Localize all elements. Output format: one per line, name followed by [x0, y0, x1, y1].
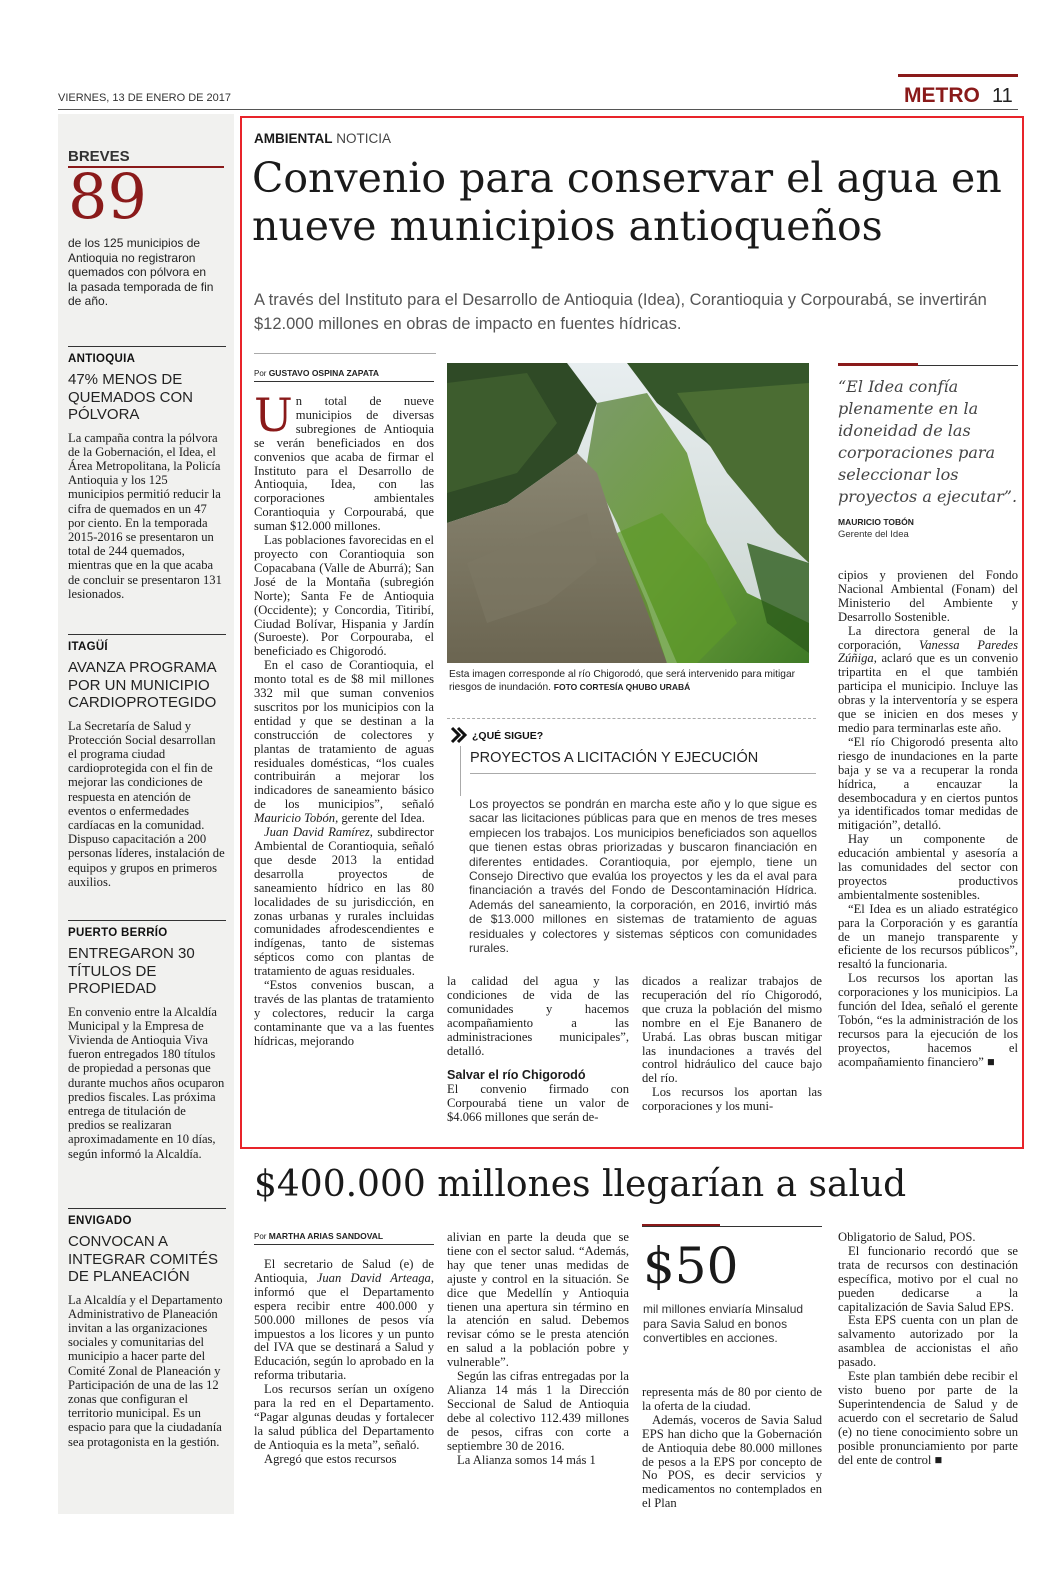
- article-column-3: [642, 975, 822, 1114]
- sidebar-divider: [68, 920, 226, 921]
- sidebar-item-headline: AVANZA PROGRAMA POR UN MUNICIPIO CARDIOPROTEGIDO: [68, 659, 217, 711]
- sidebar-item-text: La campaña contra la pólvora de la Gobernación, el Idea, el Área Metropolitana, la Policía Antioquia y los 125 municipios permitió reducir la cifra de quemados en un 47 por ciento. En la temporada 2015-2016 se presentaron un total de 244 quemados, mientras que en la que acaba de concluir se presentaron 131 lesionados.: [68, 430, 222, 601]
- section-name: METRO: [904, 84, 980, 107]
- lead-rule: [254, 353, 436, 354]
- sidebar-item-headline: 47% MENOS DE QUEMADOS CON PÓLVORA: [68, 371, 194, 423]
- byline-author: MARTHA ARIAS SANDOVAL: [268, 1231, 384, 1241]
- photo-credit: FOTO CORTESÍA QHUBO URABÁ: [553, 682, 691, 692]
- kicker-type: NOTICIA: [336, 131, 392, 146]
- column-paragraph: El funcionario recordó que se trata de recursos con destinación específica, motivo por el cual no pueden dedicarse a la capitalización de Savia Salud EPS.: [838, 1243, 1018, 1314]
- next-steps-vertical-rule: [460, 746, 461, 796]
- article-title: Convenio para conservar el agua en nueve municipios antioqueños: [252, 154, 1002, 250]
- sidebar-item-envigado: [68, 1208, 226, 1449]
- sidebar-item-text: La Alcaldía y el Departamento Administrativo de Planeación invitan a las organizaciones sociales y comunitarias del municipio a hacer parte del Comité Zonal de Planeación y Participación de una de las 12 zonas que configuran el territorio municipal. Es un espacio para que la ciudadanía sea protagonista en la gestión.: [68, 1292, 223, 1449]
- column-paragraph: dicados a realizar trabajos de recuperación del río Chigorodó, que cruza la población del mismo nombre en el Eje Bananero de Urabá. Las obras buscan mitigar las inundaciones a través del control hidráulico del cauce bajo del río.: [642, 974, 822, 1086]
- river-photo: [447, 363, 809, 663]
- article-subhead: Salvar el río Chigorodó: [447, 1068, 586, 1083]
- sidebar-divider: [68, 1208, 226, 1209]
- big-number-text: de los 125 municipios de Antioquia no registraron quemados con pólvora en la pasada temporada de fin de año.: [68, 236, 214, 308]
- drop-cap: U: [254, 388, 293, 442]
- sidebar-divider: [68, 634, 226, 635]
- breves-label: BREVES: [68, 148, 130, 165]
- big-figure: $50: [643, 1237, 739, 1295]
- second-article-column-1: [254, 1258, 434, 1467]
- next-steps-icon: [450, 726, 468, 744]
- byline-rule: [254, 381, 434, 382]
- sidebar-item-puerto-berrio: [68, 920, 226, 1161]
- river-photo-image: [447, 363, 809, 663]
- quote-role: Gerente del Idea: [838, 529, 909, 540]
- sidebar-item-place: ENVIGADO: [68, 1215, 132, 1227]
- quote-author: MAURICIO TOBÓN: [838, 517, 914, 527]
- article-column-2: [447, 975, 629, 1125]
- column-paragraph: El secretario de Salud (e) de Antioquia, Juan David Arteaga, informó que el Departamento espera recibir entre 400.000 y 500.000 millones de pesos vía impuestos a los licores y un punto del IVA que se destinará a Salud y Educación, según lo aprobado en la reforma tributaria.: [254, 1257, 434, 1383]
- article-byline: [254, 368, 379, 378]
- column-paragraph: representa más de 80 por ciento de la oferta de la ciudad.: [642, 1385, 822, 1413]
- next-steps-label: ¿QUÉ SIGUE?: [472, 730, 544, 742]
- big-number: 89: [68, 160, 147, 233]
- header-bottom-rule: [58, 109, 1018, 110]
- next-steps-text: Los proyectos se pondrán en marcha este año y lo que sigue es sacar las licitaciones públicas para que en menos de tres meses empiecen los trabajos. Los municipios beneficiados son aquellos que tienen estas obras priorizadas y buscaron financiación en diferentes entidades. Corantioquia, por ejemplo, tiene un Consejo Directivo que evalúa los proyectos y les da el aval para financiación a través del Fondo de Descontaminación Hídrica. Además del saneamiento, la corporación, en 2016, invirtió más de $13.000 millones en sistemas de tratamiento de aguas residuales y colectores y sistemas sépticos con comunidades rurales.: [469, 797, 817, 956]
- column-paragraph: Las poblaciones favorecidas en el proyecto con Corantioquia son Copacabana (Valle de Aburrá); San José de la Montaña (subregión Norte); Santa Fe de Antioquia (Occidente); y Concordia, Titiribí, Ciudad Bolívar, Hispania y Jardín (Suroeste). Por Corpouraba, el beneficiado es Chigorodó.: [254, 533, 434, 659]
- next-steps-title: PROYECTOS A LICITACIÓN Y EJECUCIÓN: [470, 750, 759, 766]
- sidebar-item-antioquia: [68, 346, 226, 601]
- next-steps-title-rule: [470, 773, 816, 774]
- sidebar-item-place: ITAGÜÍ: [68, 641, 108, 653]
- column-paragraph: la calidad del agua y las condiciones de vida de las comunidades y hacemos acompañamiento a las administraciones municipales”, detalló.: [447, 974, 629, 1058]
- kicker-section: AMBIENTAL: [254, 131, 333, 146]
- sidebar-item-text: En convenio entre la Alcaldía Municipal y la Empresa de Vivienda de Antioquia Viva fueron entregados 180 títulos de propiedad a personas que durante muchos años ocuparon predios fiscales. Las próxima entrega de titulación de predios se realizaran aproximadamente en 10 días, según informó la Alcaldía.: [68, 1004, 225, 1161]
- column-paragraph: Este plan también debe recibir el visto bueno por parte de la Superintendencia de Salud y de acuerdo con el secretario de Salud (e) no tiene conocimiento sobre un posible pronunciamiento por parte del ente de control ■: [838, 1369, 1018, 1467]
- article-column-4: [838, 569, 1018, 1070]
- sidebar-item-headline: ENTREGARON 30 TÍTULOS DE PROPIEDAD: [68, 945, 195, 997]
- column-paragraph: Esta EPS cuenta con un plan de salvamento autorizado por la asamblea de accionistas el año pasado.: [838, 1313, 1018, 1370]
- column-paragraph: Un total de nueve municipios de diversas subregiones de Antioquia se verán beneficiados en dos convenios que acaba de firmar el Instituto para el Desarrollo de Antioquia, Idea, con las corporaciones ambientales Corantioquia y Corpourabá, que suman $12.000 millones.: [254, 388, 434, 534]
- issue-date: VIERNES, 13 DE ENERO DE 2017: [58, 92, 232, 104]
- column-paragraph: “Estos convenios buscan, a través de las plantas de tratamiento y colectores, reducir la carga contaminante que va a las fuentes hídricas, mejorando: [254, 978, 434, 1048]
- column-paragraph: La directora general de la corporación, Vanessa Paredes Zúñiga, aclaró que es un convenio tripartita en el que también participa el municipio. Incluye las obras y la interventoría y se espera que se inicien en dos meses y medio para terminarlas este año.: [838, 623, 1018, 735]
- second-article-byline: [254, 1231, 383, 1241]
- pull-quote: “El Idea confía plenamente en la idoneidad de las corporaciones para seleccionar los proyectos a ejecutar”.: [838, 377, 1018, 506]
- second-article-column-2: [447, 1231, 629, 1467]
- article-column-1: [254, 388, 434, 1049]
- column-paragraph: Además, voceros de Savia Salud EPS han dicho que la Gobernación de Antioquia debe 80.000 millones de pesos a la EPS por concepto de No POS, es decir servicios y medicamentos no contemplados en el Plan: [642, 1412, 822, 1511]
- byline-author: GUSTAVO OSPINA ZAPATA: [268, 368, 380, 378]
- second-article-column-4: [838, 1231, 1018, 1467]
- byline-prefix: Por: [254, 369, 267, 378]
- sidebar-item-text: La Secretaría de Salud y Protección Social desarrollan el programa ciudad cardioprotegida con el fin de mejorar las condiciones de respuesta en atención de eventos o enfermedades cardíacas en la comunidad. Dispuso capacitación a 200 personas líderes, instalación de equipos y grupos en primeros auxilios.: [68, 718, 225, 889]
- article-lead: A través del Instituto para el Desarrollo de Antioquia (Idea), Corantioquia y Corpourabá, se invertirán $12.000 millones en obras de impacto en fuentes hídricas.: [254, 291, 987, 333]
- column-paragraph: Obligatorio de Salud, POS.: [838, 1230, 976, 1244]
- figure-rule: [642, 1226, 822, 1227]
- sidebar-divider: [68, 346, 226, 347]
- column-paragraph: El convenio firmado con Corpourabá tiene un valor de $4.066 millones que serán de-: [447, 1082, 629, 1125]
- column-paragraph: La Alianza somos 14 más 1: [457, 1452, 596, 1467]
- column-paragraph: Hay un componente de educación ambiental y asesoría a las comunidades del sector con proyectos productivos ambientalmente sostenibles.: [838, 832, 1018, 902]
- second-article-title: $400.000 millones llegarían a salud: [254, 1164, 907, 1205]
- column-paragraph: En el caso de Corantioquia, el monto total es de $8 mil millones 332 mil que suman convenios suscritos por los municipios con la entidad y que se destinan a la construcción de colectores y plantas de tratamiento de aguas residuales domésticas, “los cuales contribuirán a mejorar los indicadores de saneamiento básico de los municipios”, señaló Mauricio Tobón, gerente del Idea.: [254, 658, 434, 826]
- sidebar-item-place: PUERTO BERRÍO: [68, 927, 168, 939]
- photo-caption: [449, 668, 811, 694]
- column-paragraph: cipios y provienen del Fondo Nacional Ambiental (Fonam) del Ministerio del Ambiente y Desarrollo Sostenible.: [838, 568, 1018, 624]
- column-paragraph: alivian en parte la deuda que se tiene con el sector salud. “Además, hay que tener unas medidas de ajuste y control en la situación. Se dice que Medellín y Antioquia tienen una apertura sin término en la atención en salud. Debemos revisar cómo se le presta atención en salud a la población pobre y vulnerable”.: [447, 1230, 629, 1370]
- sidebar-item-itagui: [68, 634, 226, 889]
- second-byline-rule: [254, 1244, 434, 1245]
- page-number: 11: [992, 85, 1013, 107]
- photo-caption-text: Esta imagen corresponde al río Chigorodó, que será intervenido para mitigar riesgos de inundación.: [449, 669, 796, 693]
- double-chevron-icon: [450, 726, 468, 744]
- column-paragraph: “El río Chigorodó presenta alto riesgo de inundaciones en la parte baja y se va a recuperar la ronda hídrica, a encauzar la desembocadura y en ciertos puntos ya identificados tomar medidas de mitigación”, detalló.: [838, 734, 1018, 833]
- byline-prefix: Por: [254, 1232, 267, 1241]
- article-kicker: [254, 131, 391, 146]
- header-rule: [898, 74, 1018, 77]
- quote-accent: [838, 363, 918, 366]
- sidebar-item-place: ANTIOQUIA: [68, 353, 136, 365]
- second-article-column-3: [642, 1386, 822, 1511]
- column-paragraph: Agregó que estos recursos: [264, 1451, 397, 1466]
- big-figure-text: mil millones enviaría Minsalud para Savia Salud en bonos convertibles en acciones.: [643, 1302, 804, 1345]
- sidebar-item-headline: CONVOCAN A INTEGRAR COMITÉS DE PLANEACIÓN: [68, 1233, 219, 1285]
- column-paragraph: Los recursos los aportan las corporaciones y los muni-: [642, 1085, 822, 1114]
- column-paragraph: Los recursos los aportan las corporaciones y los municipios. La función del Idea, señaló el gerente Tobón, “es la administración de los recursos para la ejecución de los proyectos, hacemos el acompañamiento financiero” ■: [838, 971, 1018, 1069]
- column-paragraph: Los recursos serían un oxígeno para la red en el Departamento. “Pagar algunas deudas y fortalecer la salud pública del Departamento de Antioquia es la meta”, señaló.: [254, 1382, 434, 1452]
- column-paragraph: Juan David Ramírez, subdirector Ambiental de Corantioquia, señaló que desde 2013 la entidad desarrolla proyectos de saneamiento hídrico en las 80 localidades de su jurisdicción, en zonas urbanas y rurales incluidas comunidades afrodescendientes e indígenas, tanto de sistemas sépticos como con plantas de tratamiento de aguas residuales.: [254, 825, 434, 979]
- column-paragraph: Según las cifras entregadas por la Alianza 14 más 1 la Dirección Seccional de Salud de Antioquia debe al colectivo 112.439 millones de pesos, cifras con corte a septiembre 30 de 2016.: [447, 1369, 629, 1453]
- column-paragraph: “El Idea es un aliado estratégico para la Corporación y es garantía de un manejo transparente y eficiente de los recursos públicos”, resaltó la funcionaria.: [838, 901, 1018, 972]
